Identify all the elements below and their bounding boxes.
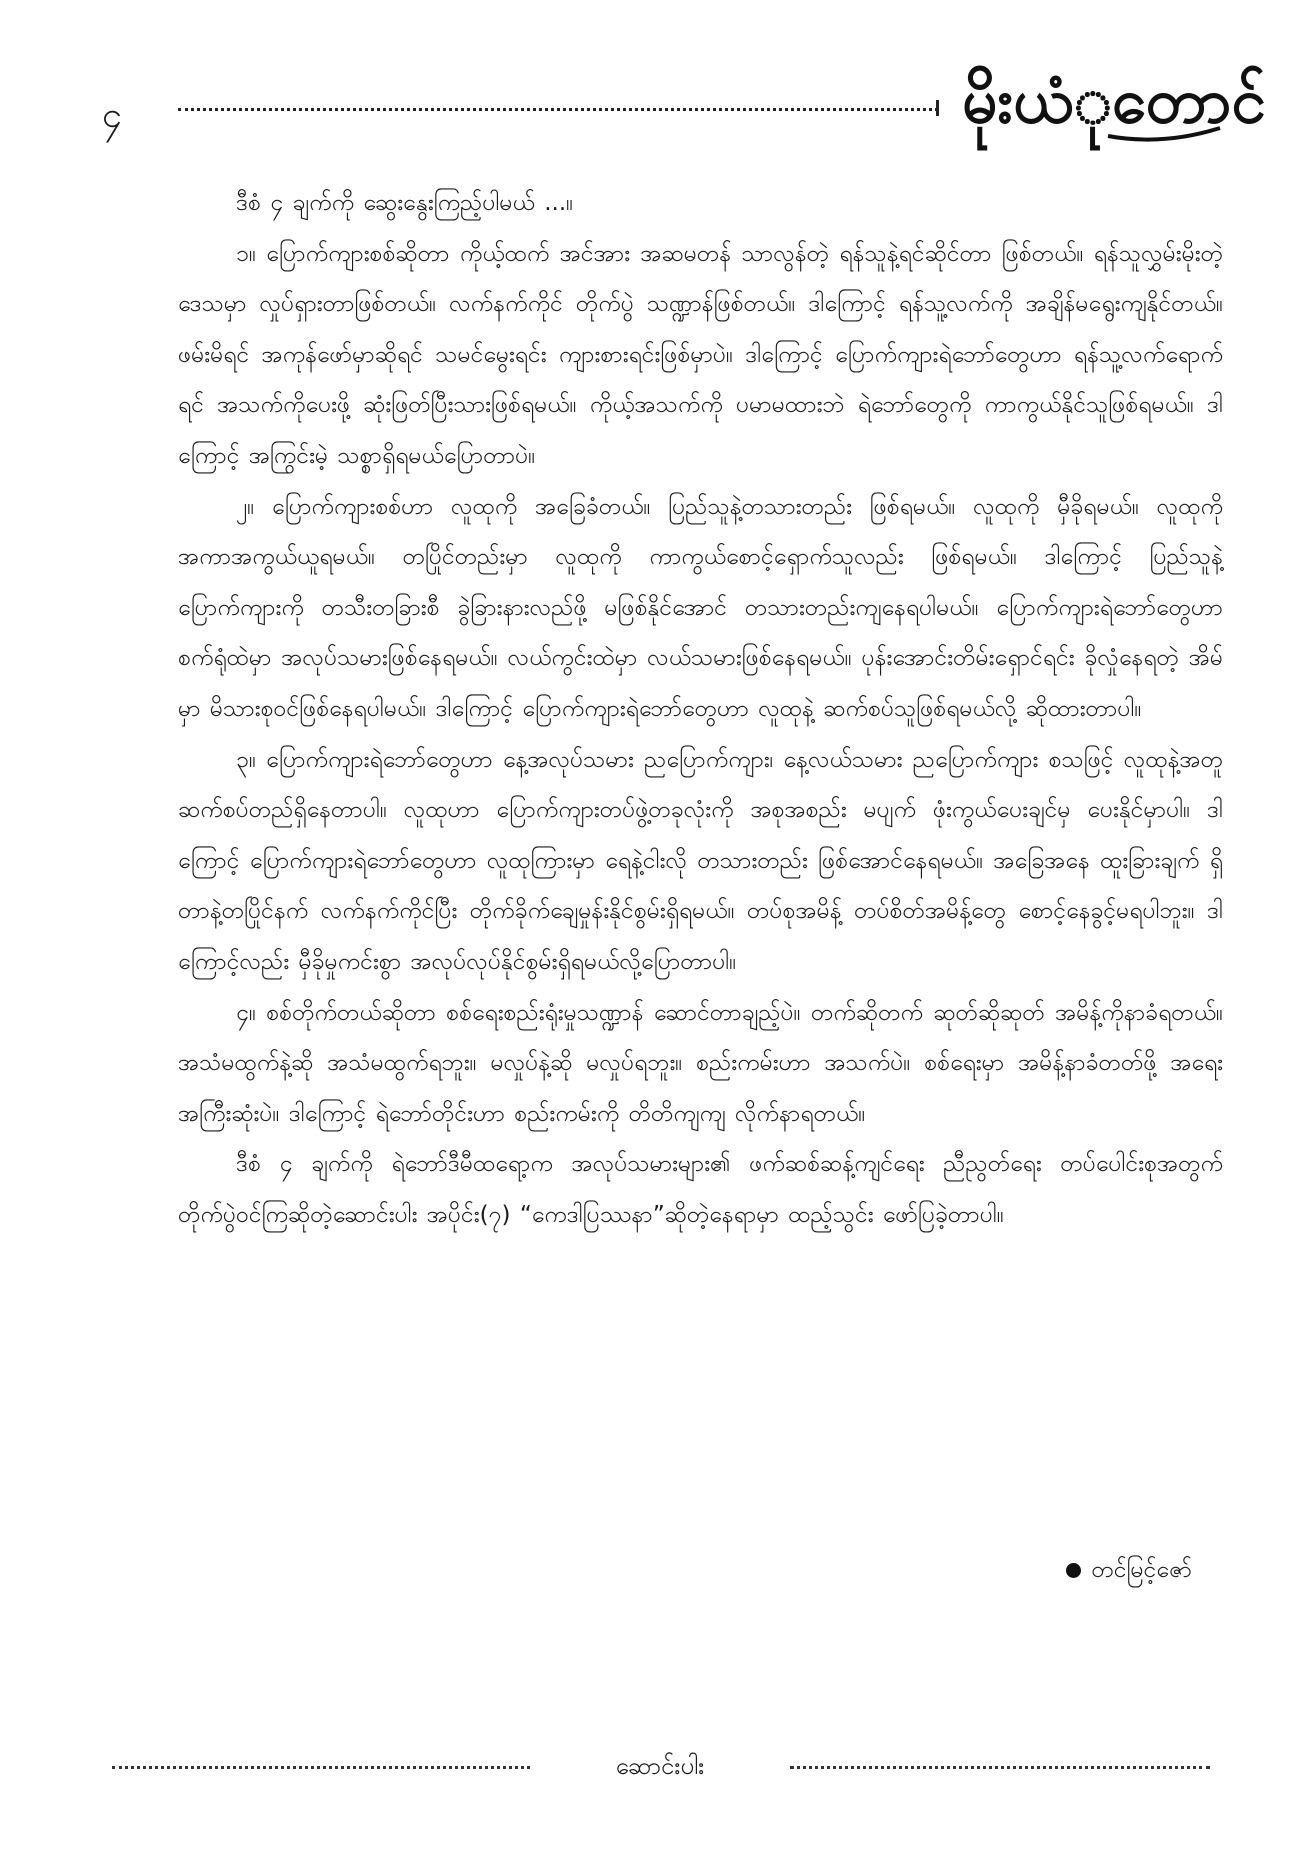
closing-paragraph: ဒီစံ ၄ ချက်ကို ရဲဘော်ဒီမီထရော့က အလုပ်သမားများ၏ ဖက်ဆစ်ဆန့်ကျင်ရေး ညီညွတ်ရေး တပ်ပေါင်းစုအတွက် တိုက်ပွဲဝင်ကြဆိုတဲ့ဆောင်းပါး အပိုင်း(၇) “ကေဒါပြဿနာ”ဆိုတဲ့နေရာမှာ ထည့်သွင်း ဖော်ပြခဲ့တာပါ။ (178, 1151, 1223, 1228)
point-1-paragraph: ၁။ ပြောက်ကျားစစ်ဆိုတာ ကိုယ့်ထက် အင်အား အဆမတန် သာလွန်တဲ့ ရန်သူနဲ့ရင်ဆိုင်တာ ဖြစ်တယ်။ ရန်သူလွှမ်းမိုးတဲ့ဒေသမှာ လှုပ်ရှားတာဖြစ်တယ်။ လက်နက်ကိုင် တိုက်ပွဲ သဏ္ဍာန်ဖြစ်တယ်။ ဒါကြောင့် ရန်သူ့လက်ကို အချိန်မရွေးကျနိုင်တယ်။ ဖမ်းမိရင် အကုန်ဖော်မှာဆိုရင် သမင်မွေးရင်း ကျားစားရင်းဖြစ်မှာပဲ။ ဒါကြောင့် ပြောက်ကျားရဲဘော်တွေဟာ ရန်သူ့လက်ရောက်ရင် အသက်ကိုပေးဖို့ ဆုံးဖြတ်ပြီးသားဖြစ်ရမယ်။ ကိုယ့်အသက်ကို ပမာမထားဘဲ ရဲဘော်တွေကို ကာကွယ်နိုင်သူဖြစ်ရမယ်။ ဒါကြောင့် အကြွင်းမဲ့ သစ္စာရှိရမယ်ပြောတာပဲ။ (178, 240, 1223, 469)
point-2-paragraph: ၂။ ပြောက်ကျားစစ်ဟာ လူထုကို အခြေခံတယ်။ ပြည်သူနဲ့တသားတည်း ဖြစ်ရမယ်။ လူထုကို မှီခိုရမယ်။ လူထုကို အကာအကွယ်ယူရမယ်။ တပြိုင်တည်းမှာ လူထုကို ကာကွယ်စောင့်ရှောက်သူလည်း ဖြစ်ရမယ်။ ဒါကြောင့် ပြည်သူနဲ့ ပြောက်ကျားကို တသီးတခြားစီ ခွဲခြားနားလည်ဖို့ မဖြစ်နိုင်အောင် တသားတည်းကျနေရပါမယ်။ ပြောက်ကျားရဲဘော်တွေဟာ စက်ရုံထဲမှာ အလုပ်သမားဖြစ်နေရမယ်။ လယ်ကွင်းထဲမှာ လယ်သမားဖြစ်နေရမယ်။ ပုန်းအောင်းတိမ်းရှောင်ရင်း ခိုလှုံနေရတဲ့ အိမ်မှာ မိသားစုဝင်ဖြစ်နေရပါမယ်။ ဒါကြောင့် ပြောက်ကျားရဲဘော်တွေဟာ လူထုနဲ့ ဆက်စပ်သူဖြစ်ရမယ်လို့ ဆိုထားတာပါ။ (178, 493, 1223, 722)
header-dotted-rule (178, 108, 938, 111)
author-signature (1066, 1550, 1192, 1590)
point-4-paragraph: ၄။ စစ်တိုက်တယ်ဆိုတာ စစ်ရေးစည်းရုံးမှုသဏ္ဍာန် ဆောင်တာချည့်ပဲ။ တက်ဆိုတက် ဆုတ်ဆိုဆုတ် အမိန့်ကိုနာခံရတယ်။ အသံမထွက်နဲ့ဆို အသံမထွက်ရဘူး။ မလှုပ်နဲ့ဆို မလှုပ်ရဘူး။ စည်းကမ်းဟာ အသက်ပဲ။ စစ်ရေးမှာ အမိန့်နာခံတတ်ဖို့ အရေးအကြီးဆုံးပဲ။ ဒါကြောင့် ရဲဘော်တိုင်းဟာ စည်းကမ်းကို တိတိကျကျ လိုက်နာရတယ်။ (178, 999, 1223, 1127)
page-number: ၄ (102, 95, 123, 136)
header-rule-tick (936, 100, 939, 116)
bullet-icon (1066, 1563, 1081, 1578)
footer-section-label: ဆောင်းပါး (615, 1752, 705, 1780)
author-name: တင်မြင့်ဇော် (1091, 1557, 1192, 1583)
point-3-paragraph: ၃။ ပြောက်ကျားရဲဘော်တွေဟာ နေ့အလုပ်သမား ညပြောက်ကျား၊ နေ့လယ်သမား ညပြောက်ကျား စသဖြင့် လူထုနဲ့အတူ ဆက်စပ်တည်ရှိနေတာပါ။ လူထုဟာ ပြောက်ကျားတပ်ဖွဲ့တခုလုံးကို အစုအစည်း မပျက် ဖုံးကွယ်ပေးချင်မှ ပေးနိုင်မှာပါ။ ဒါကြောင့် ပြောက်ကျားရဲဘော်တွေဟာ လူထုကြားမှာ ရေနဲ့ငါးလို တသားတည်း ဖြစ်အောင်နေရမယ်။ အခြေအနေ ထူးခြားချက် ရှိတာနဲ့တပြိုင်နက် လက်နက်ကိုင်ပြီး တိုက်ခိုက်ချေမှုန်းနိုင်စွမ်းရှိရမယ်။ တပ်စုအမိန့် တပ်စိတ်အမိန့်တွေ စောင့်နေခွင့်မရပါဘူး။ ဒါကြောင့်လည်း မှီခိုမှုကင်းစွာ အလုပ်လုပ်နိုင်စွမ်းရှိရမယ်လို့ပြောတာပါ။ (178, 746, 1223, 975)
footer-rule-right (790, 1766, 1210, 1769)
logo-text: မိုးယံုတောင် (962, 64, 1266, 137)
intro-paragraph: ဒီစံ ၄ ချက်ကို ဆွေးနွေးကြည့်ပါမယ် ...။ (236, 190, 574, 216)
magazine-logo (958, 58, 1266, 148)
article-body (178, 178, 1223, 1240)
footer-rule-left (112, 1766, 530, 1769)
